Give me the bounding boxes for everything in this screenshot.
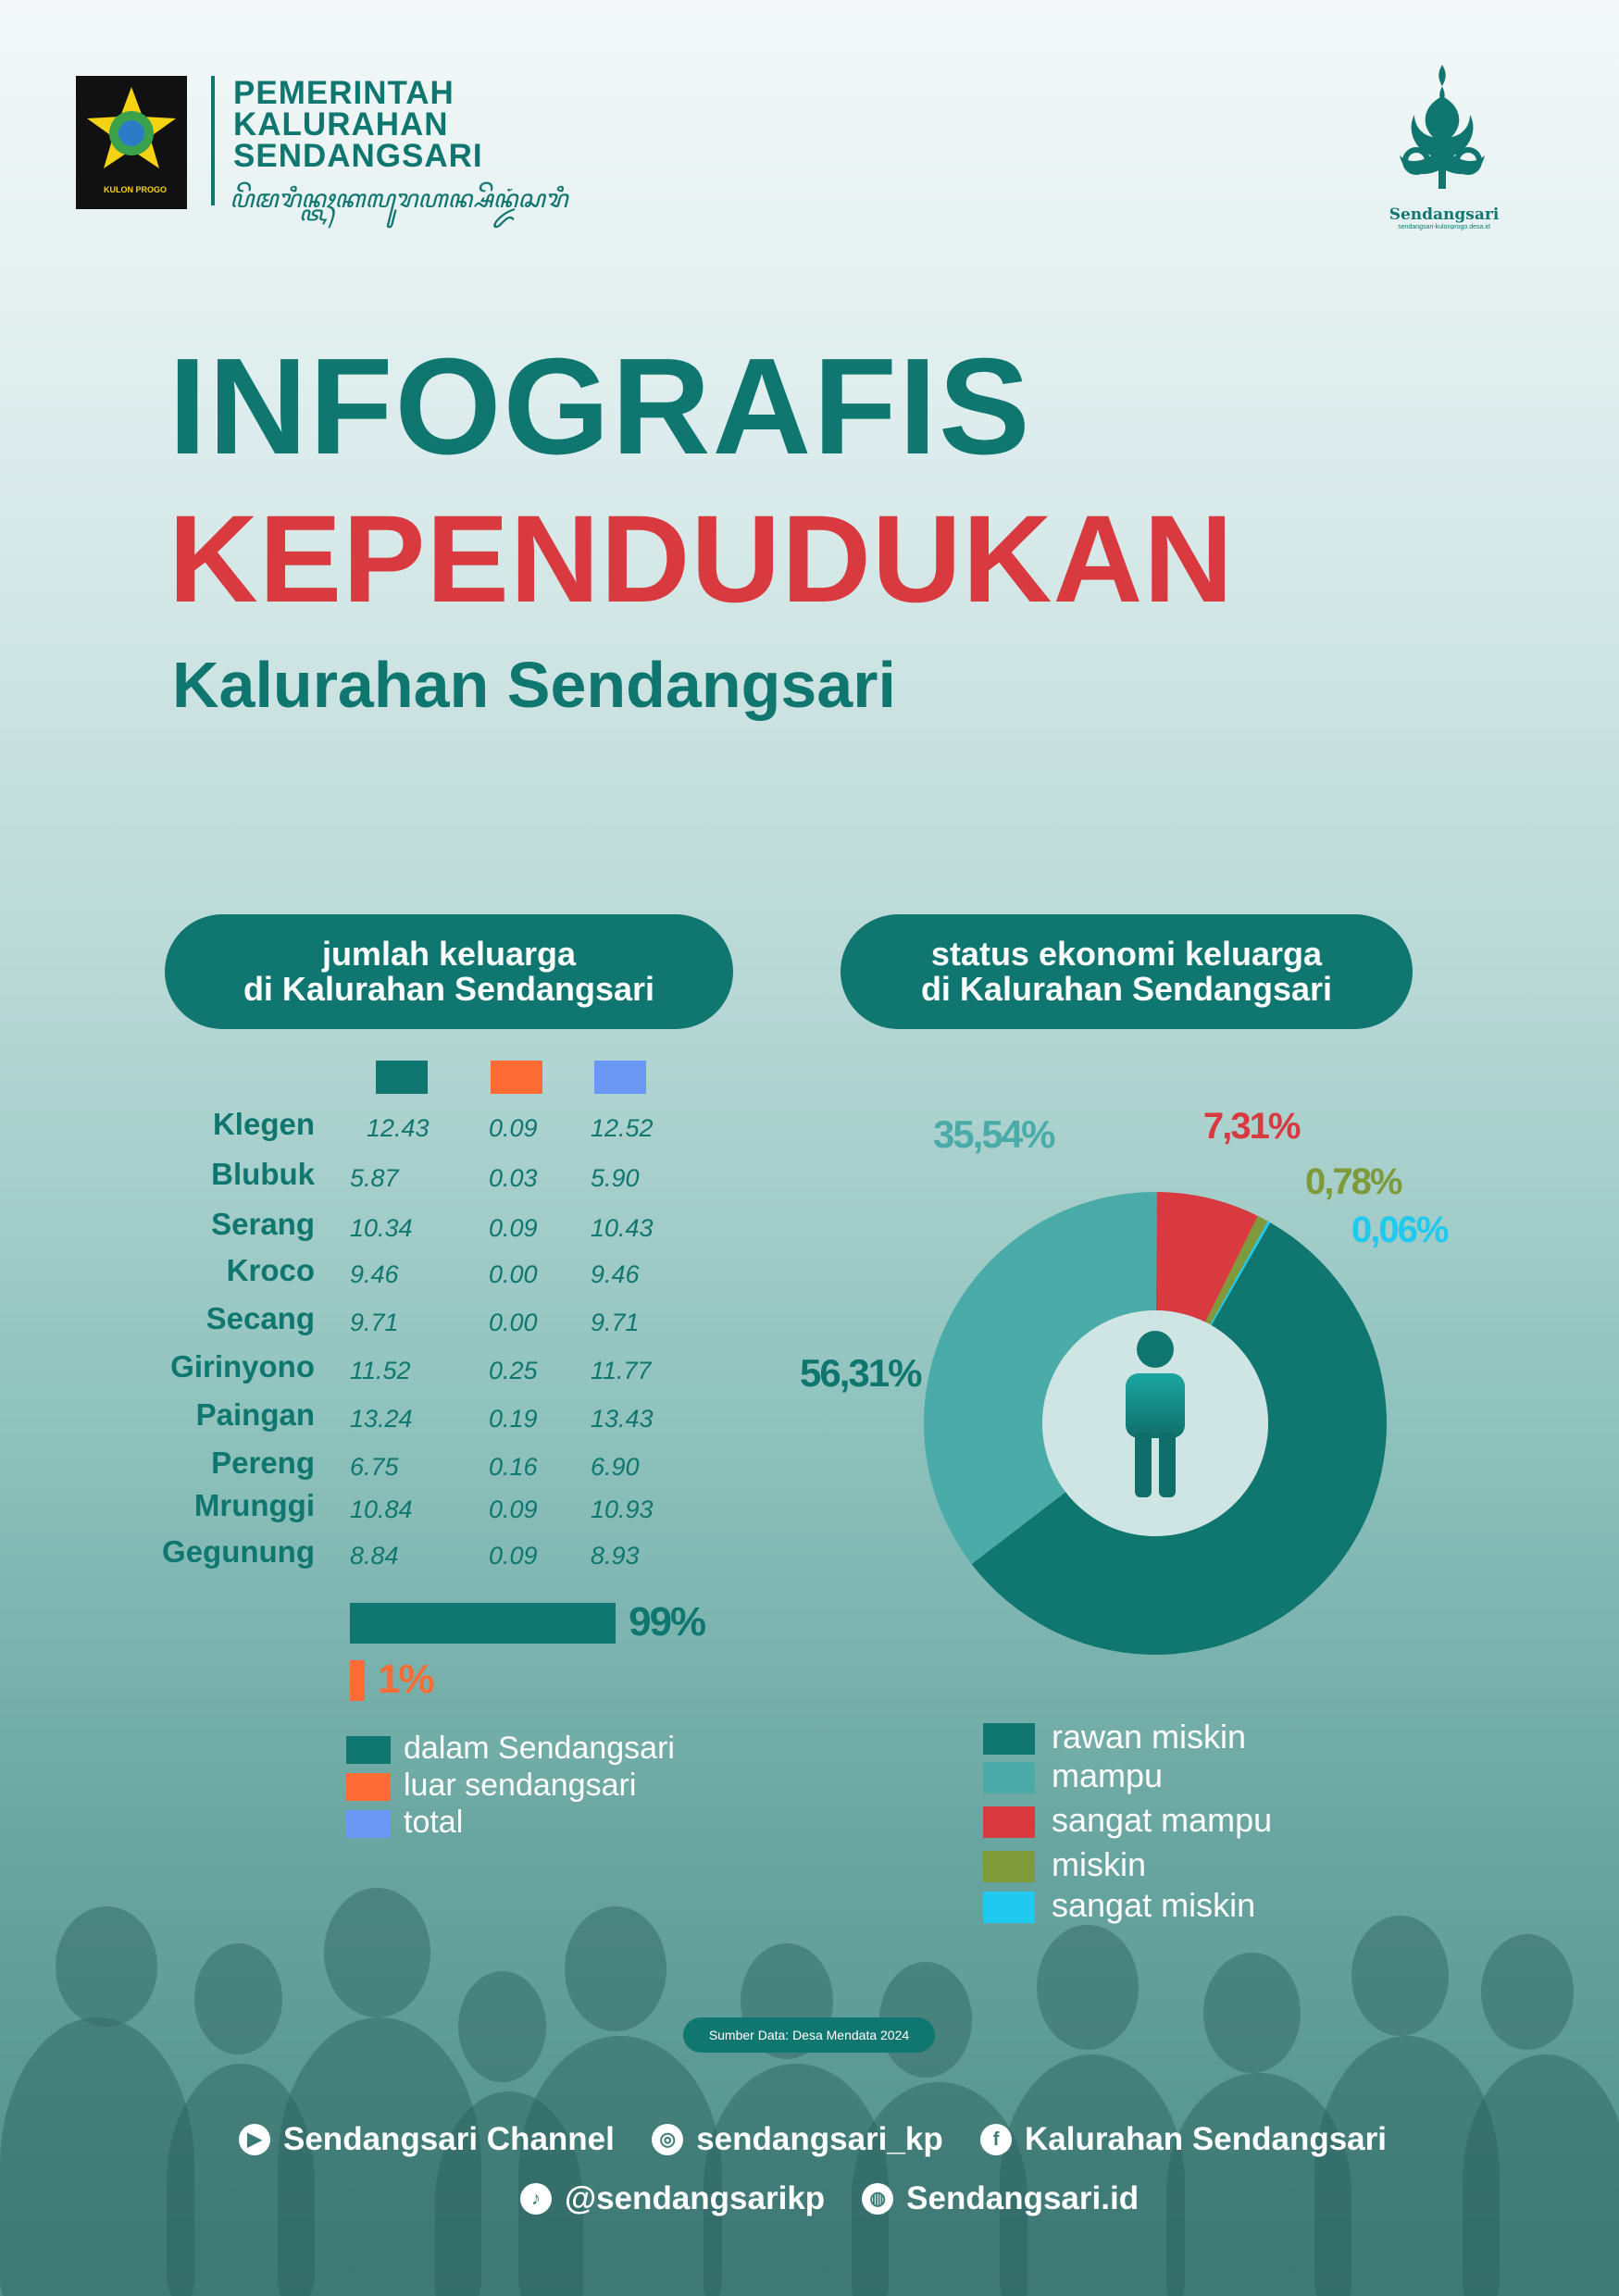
javanese-script: ꦥꦼꦩꦫꦶꦤ꧀ꦠꦃꦏꦭꦸꦫꦲꦤ꧀ꦱꦼꦤ꧀ꦢꦁꦱꦫꦶ [230,185,568,214]
table-cell: 9.46 [350,1260,399,1288]
column-swatch-1 [491,1061,542,1094]
legend-swatch [346,1773,391,1801]
legend-label: total [404,1805,464,1840]
table-cell: 11.77 [591,1357,652,1384]
row-label: Klegen [212,1107,315,1141]
table-cell: 10.93 [591,1496,654,1523]
sendangsari-brand-logo [1387,59,1498,198]
table-cell: 0.00 [489,1260,538,1288]
table-cell: 0.09 [489,1542,538,1570]
table-cell: 10.34 [350,1214,413,1242]
table-cell: 8.93 [591,1542,640,1570]
donut-label: 35,54% [933,1112,1054,1156]
economic-status-donut-chart [778,1092,1463,1666]
left-heading-line-2: di Kalurahan Sendangsari [243,970,655,1008]
table-cell: 9.71 [350,1309,399,1336]
table-cell: 6.90 [591,1453,640,1481]
youtube-text: Sendangsari Channel [283,2121,615,2157]
percent-bar [350,1603,616,1644]
table-cell: 12.43 [367,1114,430,1142]
facebook-icon: f [980,2124,1012,2155]
row-label: Kroco [226,1253,315,1287]
facebook-text: Kalurahan Sendangsari [1025,2121,1387,2157]
youtube-link[interactable] [239,2121,615,2158]
right-heading-line-2: di Kalurahan Sendangsari [920,970,1333,1008]
table-cell: 0.00 [489,1309,538,1336]
legend-label: mampu [1052,1756,1164,1794]
instagram-icon: ◎ [652,2124,683,2155]
right-heading-line-1: status ekonomi keluarga [930,935,1323,973]
website-icon: ◍ [862,2183,893,2215]
table-cell: 12.52 [591,1114,654,1142]
table-cell: 0.16 [489,1453,538,1481]
data-source-badge: Sumber Data: Desa Mendata 2024 [683,2017,935,2053]
legend-label: luar sendangsari [404,1768,637,1803]
brand-name: Sendangsari [1389,205,1500,224]
website-link[interactable] [862,2180,1139,2217]
background-people-photo [0,1851,1619,2296]
row-label: Serang [211,1207,315,1241]
legend-swatch [983,1892,1035,1923]
tiktok-link[interactable] [520,2180,825,2217]
table-cell: 5.90 [591,1164,640,1192]
table-cell: 0.09 [489,1496,538,1523]
table-cell: 9.46 [591,1260,640,1288]
row-label: Pereng [211,1446,315,1480]
youtube-icon: ▶ [239,2124,270,2155]
donut-label: 7,31% [1203,1106,1300,1147]
website-text: Sendangsari.id [906,2180,1140,2216]
legend-label: sangat mampu [1052,1801,1273,1839]
left-panel-heading [165,914,733,1029]
row-label: Gegunung [162,1534,315,1569]
table-cell: 11.52 [350,1357,411,1384]
logo-label: KULON PROGO [104,185,168,194]
row-label: Paingan [195,1397,315,1432]
subtitle-kalurahan: Kalurahan Sendangsari [172,649,896,721]
facebook-link[interactable] [980,2121,1387,2158]
title-infografis: INFOGRAFIS [168,330,1032,483]
legend-swatch [983,1851,1035,1882]
column-swatch-0 [376,1061,428,1094]
row-label: Blubuk [211,1157,315,1191]
legend-swatch [346,1810,391,1838]
table-cell: 0.09 [489,1214,538,1242]
table-cell: 13.24 [350,1405,413,1433]
left-heading-line-1: jumlah keluarga [321,935,577,973]
legend-swatch [983,1806,1035,1838]
percent-bar [350,1660,365,1701]
brand-url: sendangsari-kulonprogo.desa.id [1398,224,1490,230]
row-label: Mrunggi [193,1488,315,1522]
instagram-text: sendangsari_kp [696,2121,943,2157]
table-cell: 8.84 [350,1542,399,1570]
percent-bar-label: 99% [629,1599,705,1644]
gov-line-3: SENDANGSARI [233,138,483,174]
table-cell: 13.43 [591,1405,654,1433]
legend-label: sangat miskin [1052,1886,1256,1924]
donut-label: 56,31% [800,1351,921,1395]
table-cell: 0.09 [489,1114,538,1142]
title-kependudukan: KEPENDUDUKAN [168,490,1235,628]
table-cell: 0.19 [489,1405,538,1433]
legend-swatch [983,1762,1035,1793]
table-cell: 0.03 [489,1164,538,1192]
header-divider [211,76,215,205]
table-cell: 10.84 [350,1496,413,1523]
social-row-2 [520,2180,1139,2217]
legend-label: dalam Sendangsari [404,1731,675,1766]
row-label: Girinyono [170,1349,315,1384]
legend-label: rawan miskin [1052,1718,1247,1756]
social-row-1 [239,2121,1387,2158]
table-cell: 10.43 [591,1214,654,1242]
right-panel-heading [841,914,1413,1029]
legend-label: miskin [1052,1845,1147,1883]
column-swatch-2 [594,1061,646,1094]
tiktok-text: @sendangsarikp [565,2180,826,2216]
row-label: Secang [205,1301,315,1335]
percent-bar-label: 1% [378,1657,433,1702]
table-cell: 5.87 [350,1164,399,1192]
table-cell: 0.25 [489,1357,538,1384]
donut-label: 0,06% [1351,1210,1448,1250]
government-name [233,75,483,174]
table-cell: 9.71 [591,1309,640,1336]
gov-line-2: KALURAHAN [233,106,449,143]
donut-label: 0,78% [1305,1161,1401,1202]
gov-line-1: PEMERINTAH [233,75,455,111]
table-cell: 6.75 [350,1453,399,1481]
legend-swatch [983,1723,1035,1755]
instagram-link[interactable] [652,2121,943,2158]
tiktok-icon: ♪ [520,2183,552,2215]
legend-swatch [346,1736,391,1764]
